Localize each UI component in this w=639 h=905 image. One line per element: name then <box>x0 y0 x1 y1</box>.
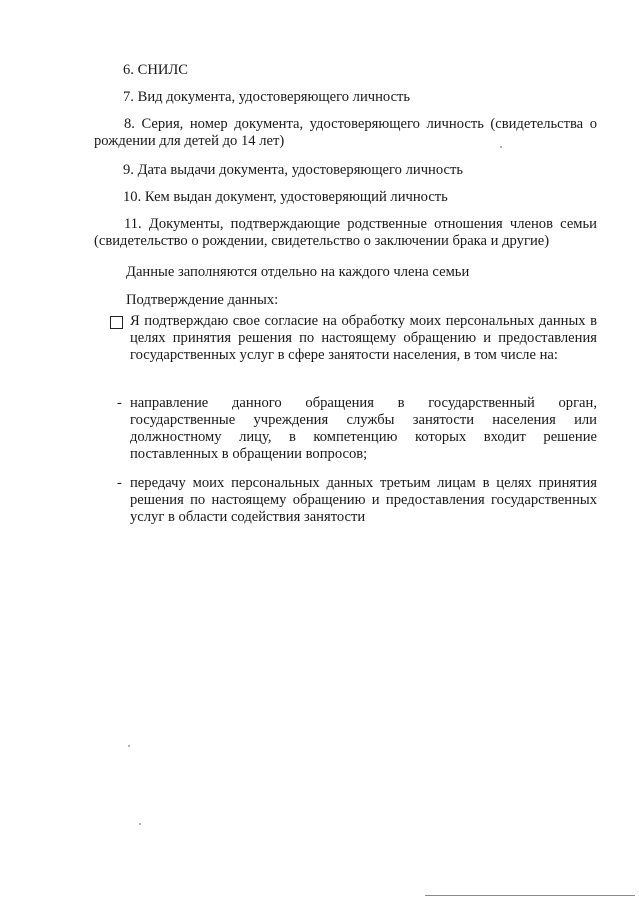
consent-checkbox[interactable] <box>110 316 123 329</box>
note-per-member: Данные заполняются отдельно на каждого члена семьи <box>126 264 470 280</box>
bullet-marker: - <box>117 395 122 411</box>
item-issued-by: 10. Кем выдан документ, удостоверяющий личность <box>123 189 448 205</box>
item-issue-date: 9. Дата выдачи документа, удостоверяющего личность <box>123 162 464 178</box>
footer-rule <box>425 895 635 896</box>
scan-speck <box>500 146 502 148</box>
scan-speck <box>139 823 141 825</box>
confirmation-heading: Подтверждение данных: <box>126 292 279 308</box>
scan-speck <box>128 745 130 747</box>
consent-bullet-forwarding: направление данного обращения в государственный орган, государственные учреждения службы занятости населения или должностному лицу, в компетенцию которых входит решение поставленных в обращении вопросов; <box>130 395 597 462</box>
bullet-marker: - <box>117 475 122 491</box>
item-kinship-documents: 11. Документы, подтверждающие родственные отношения членов семьи (свидетельство о рождении, свидетельство о заключении брака и другие) <box>94 216 597 249</box>
consent-text: Я подтверждаю свое согласие на обработку моих персональных данных в целях принятия решения по настоящему обращению и предоставления государственных услуг в сфере занятости населения, в том числе на: <box>130 313 597 363</box>
consent-bullet-third-parties: передачу моих персональных данных третьим лицам в целях принятия решения по настоящему обращению и предоставления государственных услуг в области содействия занятости <box>130 475 597 525</box>
item-snils: 6. СНИЛС <box>123 62 189 78</box>
item-document-type: 7. Вид документа, удостоверяющего личность <box>123 89 411 105</box>
item-document-series-number: 8. Серия, номер документа, удостоверяющего личность (свидетельства о рождении для детей до 14 лет) <box>94 116 597 149</box>
